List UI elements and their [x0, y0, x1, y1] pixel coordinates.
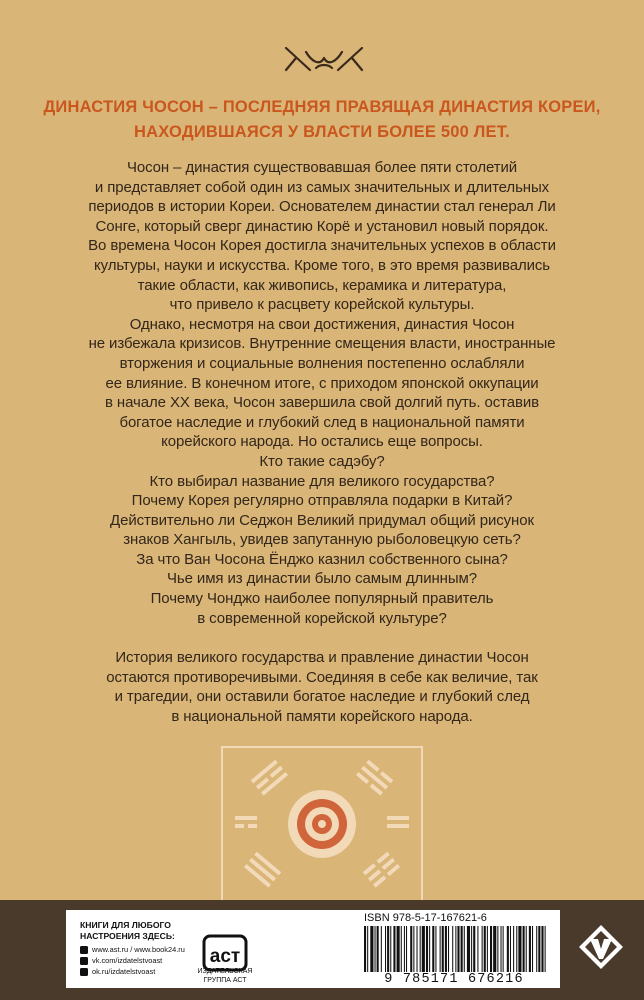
conclusion-text [30, 648, 614, 726]
promo-title: КНИГИ ДЛЯ ЛЮБОГО НАСТРОЕНИЯ ЗДЕСЬ: [80, 920, 175, 941]
description-line: Действительно ли Седжон Великий придумал общий рисунок [110, 511, 534, 529]
headline [40, 95, 604, 145]
promo-link-website[interactable]: www.ast.ru / www.book24.ru [80, 944, 192, 955]
description-line: и представляет собой один из самых значительных и длительных [94, 178, 550, 196]
description-line: Однако, несмотря на свои достижения, династия Чосон [129, 315, 515, 333]
promo-block [80, 920, 192, 977]
description-line: знаков Хангыль, увидев запутанную рыболовецкую сеть? [123, 531, 521, 549]
description-text [30, 158, 614, 628]
description-line: богатое наследие и глубокий след в национальной памяти [119, 413, 525, 431]
trigram-emblem-icon [219, 744, 425, 904]
isbn-label: ISBN 978-5-17-167621-6 [364, 912, 487, 924]
description-line: Чосон – династия существовавшая более пяти столетий [126, 159, 518, 176]
description-line: Кто выбирал название для великого государства? [149, 472, 495, 490]
conclusion-line: История великого государства и правление династии Чосон [115, 649, 529, 666]
conclusion-line: и трагедии, они оставили богатое наследие и глубокий след [114, 688, 530, 706]
description-line: ее влияние. В конечном итоге, с приходом японской оккупации [105, 374, 539, 392]
description-line: Чье имя из династии было самым длинным? [167, 570, 477, 588]
v-logo-icon [576, 922, 626, 972]
ast-logo-text: аст [209, 946, 241, 967]
description-line: периодов в истории Кореи. Основателем династии стал генерал Ли [88, 198, 556, 216]
description-line: корейского народа. Но остались еще вопросы. [161, 433, 483, 451]
description-line: Почему Чонджо наиболее популярный правитель [150, 590, 494, 608]
description-line: в современной корейской культуре? [197, 609, 447, 627]
description-line: вторжения и социальные волнения постепенно ослабляли [119, 354, 525, 372]
promo-link-vk[interactable]: vk.com/izdatelstvoast [80, 955, 192, 966]
barcode-number: 9 785171 676216 [384, 972, 524, 987]
description-line: Почему Корея регулярно отправляла подарки в Китай? [131, 492, 513, 510]
description-line: Сонге, который сверг династию Корё и установил новый порядок. [95, 217, 549, 235]
description-line: За что Ван Чосона Ёнджо казнил собственного сына? [136, 550, 508, 568]
description-line: Кто такие садэбу? [259, 452, 385, 470]
description-line: Во времена Чосон Корея достигла значительных успехов в области [88, 237, 556, 255]
promo-link-ok[interactable]: ok.ru/izdatelstvoast [80, 966, 192, 977]
barcode [362, 926, 550, 972]
description-line: не избежала кризисов. Внутренние смещения власти, иностранные [88, 335, 556, 353]
globe-icon [80, 946, 88, 954]
conclusion-line: в национальной памяти корейского народа. [171, 707, 473, 725]
description-line: культуры, науки и искусства. Кроме того, в это время развивались [94, 256, 550, 274]
odnoklassniki-icon [80, 968, 88, 976]
publisher-caption: ИЗДАТЕЛЬСКАЯ ГРУППА АСТ [197, 968, 253, 984]
headline-line: ДИНАСТИЯ ЧОСОН – ПОСЛЕДНЯЯ ПРАВЯЩАЯ ДИНАСТИЯ КОРЕИ, [43, 98, 601, 116]
conclusion-line: остаются противоречивыми. Соединяя в себе как величие, так [106, 668, 538, 686]
description-line: в начале XX века, Чосон завершила свой долгий путь. оставив [105, 394, 539, 412]
ornament-icon [276, 44, 372, 74]
vk-icon [80, 957, 88, 965]
description-line: такие области, как живопись, керамика и литература, [137, 276, 507, 294]
description-line: что привело к расцвету корейской культуры. [169, 296, 475, 314]
headline-line: НАХОДИВШАЯСЯ У ВЛАСТИ БОЛЕЕ 500 ЛЕТ. [134, 123, 510, 141]
